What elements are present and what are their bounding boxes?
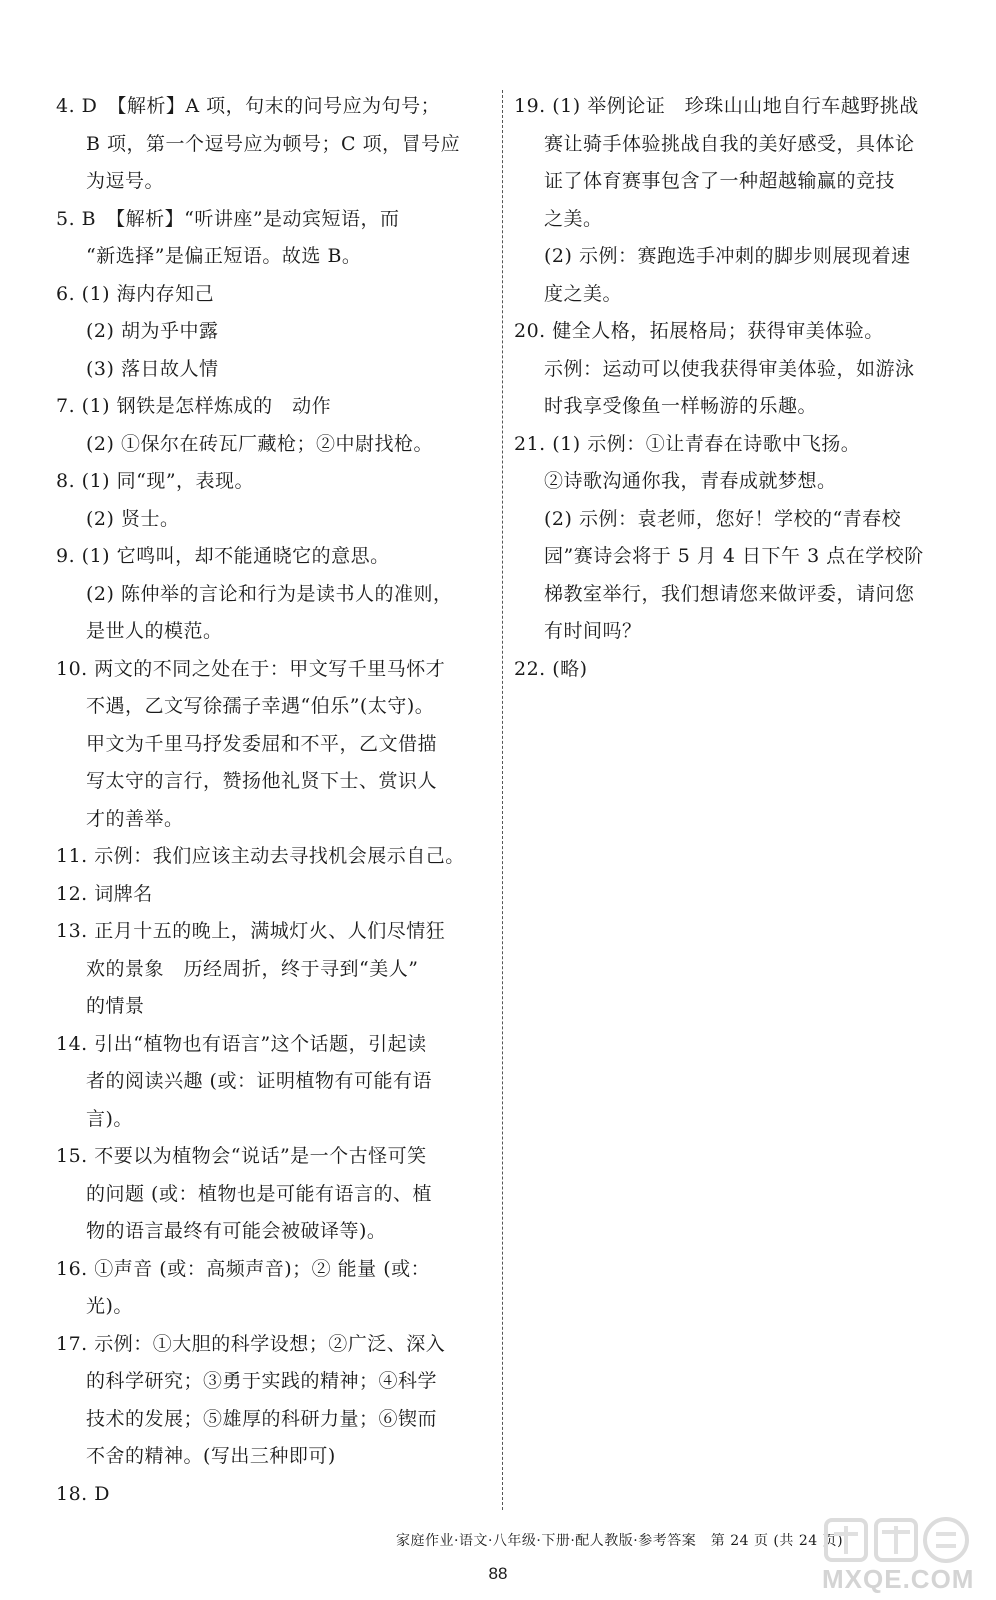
answer-line: 是世人的模范。 bbox=[86, 620, 223, 642]
answer-line: 的情景 bbox=[86, 995, 145, 1017]
answer-line: 9. (1) 它鸣叫，却不能通晓它的意思。 bbox=[56, 545, 390, 567]
answer-line: 19. (1) 举例论证 珍珠山山地自行车越野挑战 bbox=[514, 95, 919, 117]
answer-line: 22. (略) bbox=[514, 657, 588, 680]
answer-line: 18. D bbox=[56, 1482, 110, 1505]
answer-line: 不舍的精神。(写出三种即可) bbox=[86, 1445, 336, 1467]
answer-line: 时我享受像鱼一样畅游的乐趣。 bbox=[544, 395, 818, 417]
answer-line: 赛让骑手体验挑战自我的美好感受，具体论 bbox=[544, 132, 915, 155]
answer-line: 为逗号。 bbox=[86, 170, 165, 192]
answer-line: 言)。 bbox=[86, 1107, 133, 1130]
right-answer-column bbox=[514, 88, 954, 688]
answer-line: 光)。 bbox=[86, 1295, 133, 1317]
answer-line: 16. ①声音 (或：高频声音)；② 能量 (或： bbox=[56, 1257, 431, 1280]
answer-line: 证了体育赛事包含了一种超越输赢的竞技 bbox=[544, 170, 896, 192]
answer-line: 8. (1) 同“现”，表现。 bbox=[56, 470, 255, 492]
answer-line: 7. (1) 钢铁是怎样炼成的 动作 bbox=[56, 395, 332, 417]
answer-line: 10. 两文的不同之处在于：甲文写千里马怀才 bbox=[56, 657, 446, 680]
answer-line: 20. 健全人格，拓展格局；获得审美体验。 bbox=[514, 320, 884, 342]
answer-line: 度之美。 bbox=[544, 282, 623, 305]
answer-line: 6. (1) 海内存知己 bbox=[56, 282, 215, 305]
answer-line: 的科学研究；③勇于实践的精神；④科学 bbox=[86, 1370, 438, 1392]
answer-line: 示例：运动可以使我获得审美体验，如游泳 bbox=[544, 357, 915, 380]
answer-line: 技术的发展；⑤雄厚的科研力量；⑥锲而 bbox=[86, 1407, 438, 1430]
answer-line: 者的阅读兴趣 (或：证明植物有可能有语 bbox=[86, 1070, 432, 1092]
answer-line: 甲文为千里马抒发委屈和不平，乙文借描 bbox=[86, 732, 438, 755]
answer-line: 4. D 【解析】A 项，句末的问号应为句号； bbox=[56, 95, 441, 117]
answer-line: 园”赛诗会将于 5 月 4 日下午 3 点在学校阶 bbox=[544, 545, 924, 567]
answer-line: 21. (1) 示例：①让青春在诗歌中飞扬。 bbox=[514, 432, 861, 455]
answer-line: (2) 胡为乎中露 bbox=[86, 320, 219, 342]
answer-line: 之美。 bbox=[544, 207, 603, 230]
watermark-logo bbox=[822, 1512, 975, 1596]
answer-line: “新选择”是偏正短语。故选 B。 bbox=[86, 245, 362, 267]
answer-line: (2) 贤士。 bbox=[86, 507, 180, 530]
answer-line: 15. 不要以为植物会“说话”是一个古怪可笑 bbox=[56, 1145, 427, 1167]
answer-line: (2) 示例：袁老师，您好！学校的“青春校 bbox=[544, 507, 902, 530]
answer-line: 5. B 【解析】“听讲座”是动宾短语，而 bbox=[56, 207, 400, 230]
answer-line: 写太守的言行，赞扬他礼贤下士、赏识人 bbox=[86, 770, 438, 792]
page-number: 88 bbox=[488, 1564, 508, 1583]
answer-line: (2) 陈仲举的言论和行为是读书人的准则， bbox=[86, 582, 453, 605]
answer-line: (2) ①保尔在砖瓦厂藏枪；②中尉找枪。 bbox=[86, 432, 433, 455]
answer-line: ②诗歌沟通你我，青春成就梦想。 bbox=[544, 470, 837, 492]
answer-line: 的问题 (或：植物也是可能有语言的、植 bbox=[86, 1182, 432, 1205]
answer-line: 梯教室举行，我们想请您来做评委，请问您 bbox=[544, 582, 915, 605]
answer-line: 12. 词牌名 bbox=[56, 882, 153, 905]
answer-line: 才的善举。 bbox=[86, 807, 184, 830]
answer-line: 13. 正月十五的晚上，满城灯火、人们尽情狂 bbox=[56, 920, 446, 942]
answer-line: (3) 落日故人情 bbox=[86, 357, 219, 380]
page-footer: 家庭作业·语文·八年级·下册·配人教版·参考答案 第 24 页 (共 24 页) bbox=[396, 1533, 844, 1549]
answer-line: 11. 示例：我们应该主动去寻找机会展示自己。 bbox=[56, 845, 465, 867]
left-answer-column bbox=[56, 88, 494, 1513]
column-divider bbox=[502, 90, 503, 1510]
answer-line: 不遇，乙文写徐孺子幸遇“伯乐”(太守)。 bbox=[86, 695, 435, 717]
answer-line: 17. 示例：①大胆的科学设想；②广泛、深入 bbox=[56, 1332, 446, 1355]
watermark-seal-icon bbox=[822, 1512, 972, 1568]
answer-line: B 项，第一个逗号应为顿号；C 项，冒号应 bbox=[86, 132, 461, 155]
answer-line: (2) 示例：赛跑选手冲刺的脚步则展现着速 bbox=[544, 245, 911, 267]
watermark-text: MXQE.COM bbox=[822, 1564, 975, 1594]
answer-line: 物的语言最终有可能会被破译等)。 bbox=[86, 1220, 387, 1242]
answer-line: 有时间吗？ bbox=[544, 620, 642, 642]
answer-line: 欢的景象 历经周折，终于寻到“美人” bbox=[86, 957, 419, 980]
answer-line: 14. 引出“植物也有语言”这个话题，引起读 bbox=[56, 1032, 427, 1055]
